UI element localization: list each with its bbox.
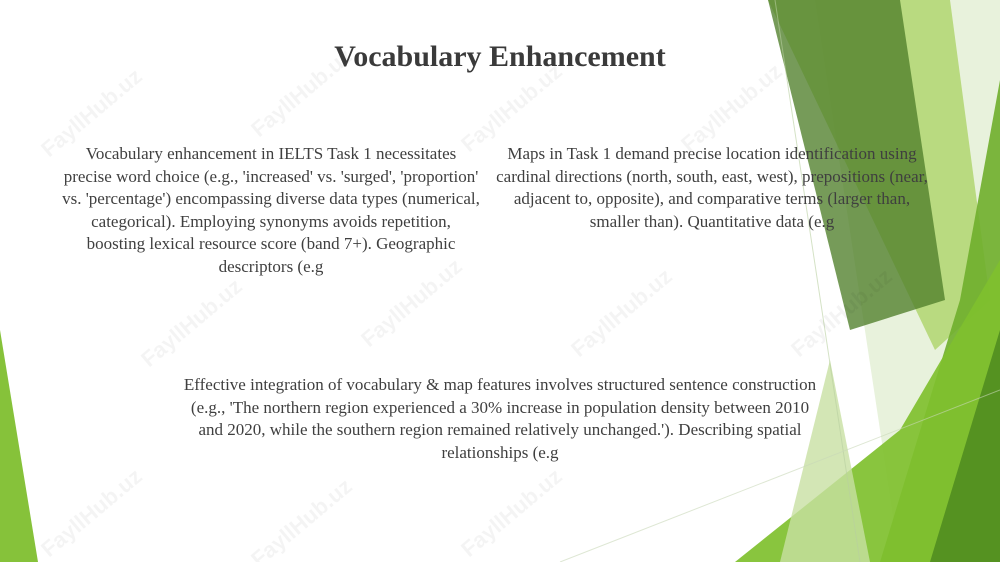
left-green-strip [0, 330, 38, 562]
paragraph-integration: Effective integration of vocabulary & map features involves structured sentence construction (e.g., 'The northern region experienced a 30% increase in population density between 2010 and 2020, while the southern region remained relatively unchanged.'). Describing spatial relationships (e.g [183, 375, 817, 462]
slide-title: Vocabulary Enhancement [334, 40, 666, 73]
paragraph-maps: Maps in Task 1 demand precise location identification using cardinal directions (north, south, east, west), prepositions (near, adjacent to, opposite), and comparative terms (larger than, smaller than). Quantitative data (e.g [496, 144, 928, 231]
paragraph-vocabulary: Vocabulary enhancement in IELTS Task 1 necessitates precise word choice (e.g., 'increased' vs. 'surged', 'proportion' vs. 'percentage') encompassing diverse data types (numerical, categorical). Employing synonyms avoids repetition, boosting lexical resource score (band 7+). Geographic descriptors (e.g [62, 144, 480, 276]
